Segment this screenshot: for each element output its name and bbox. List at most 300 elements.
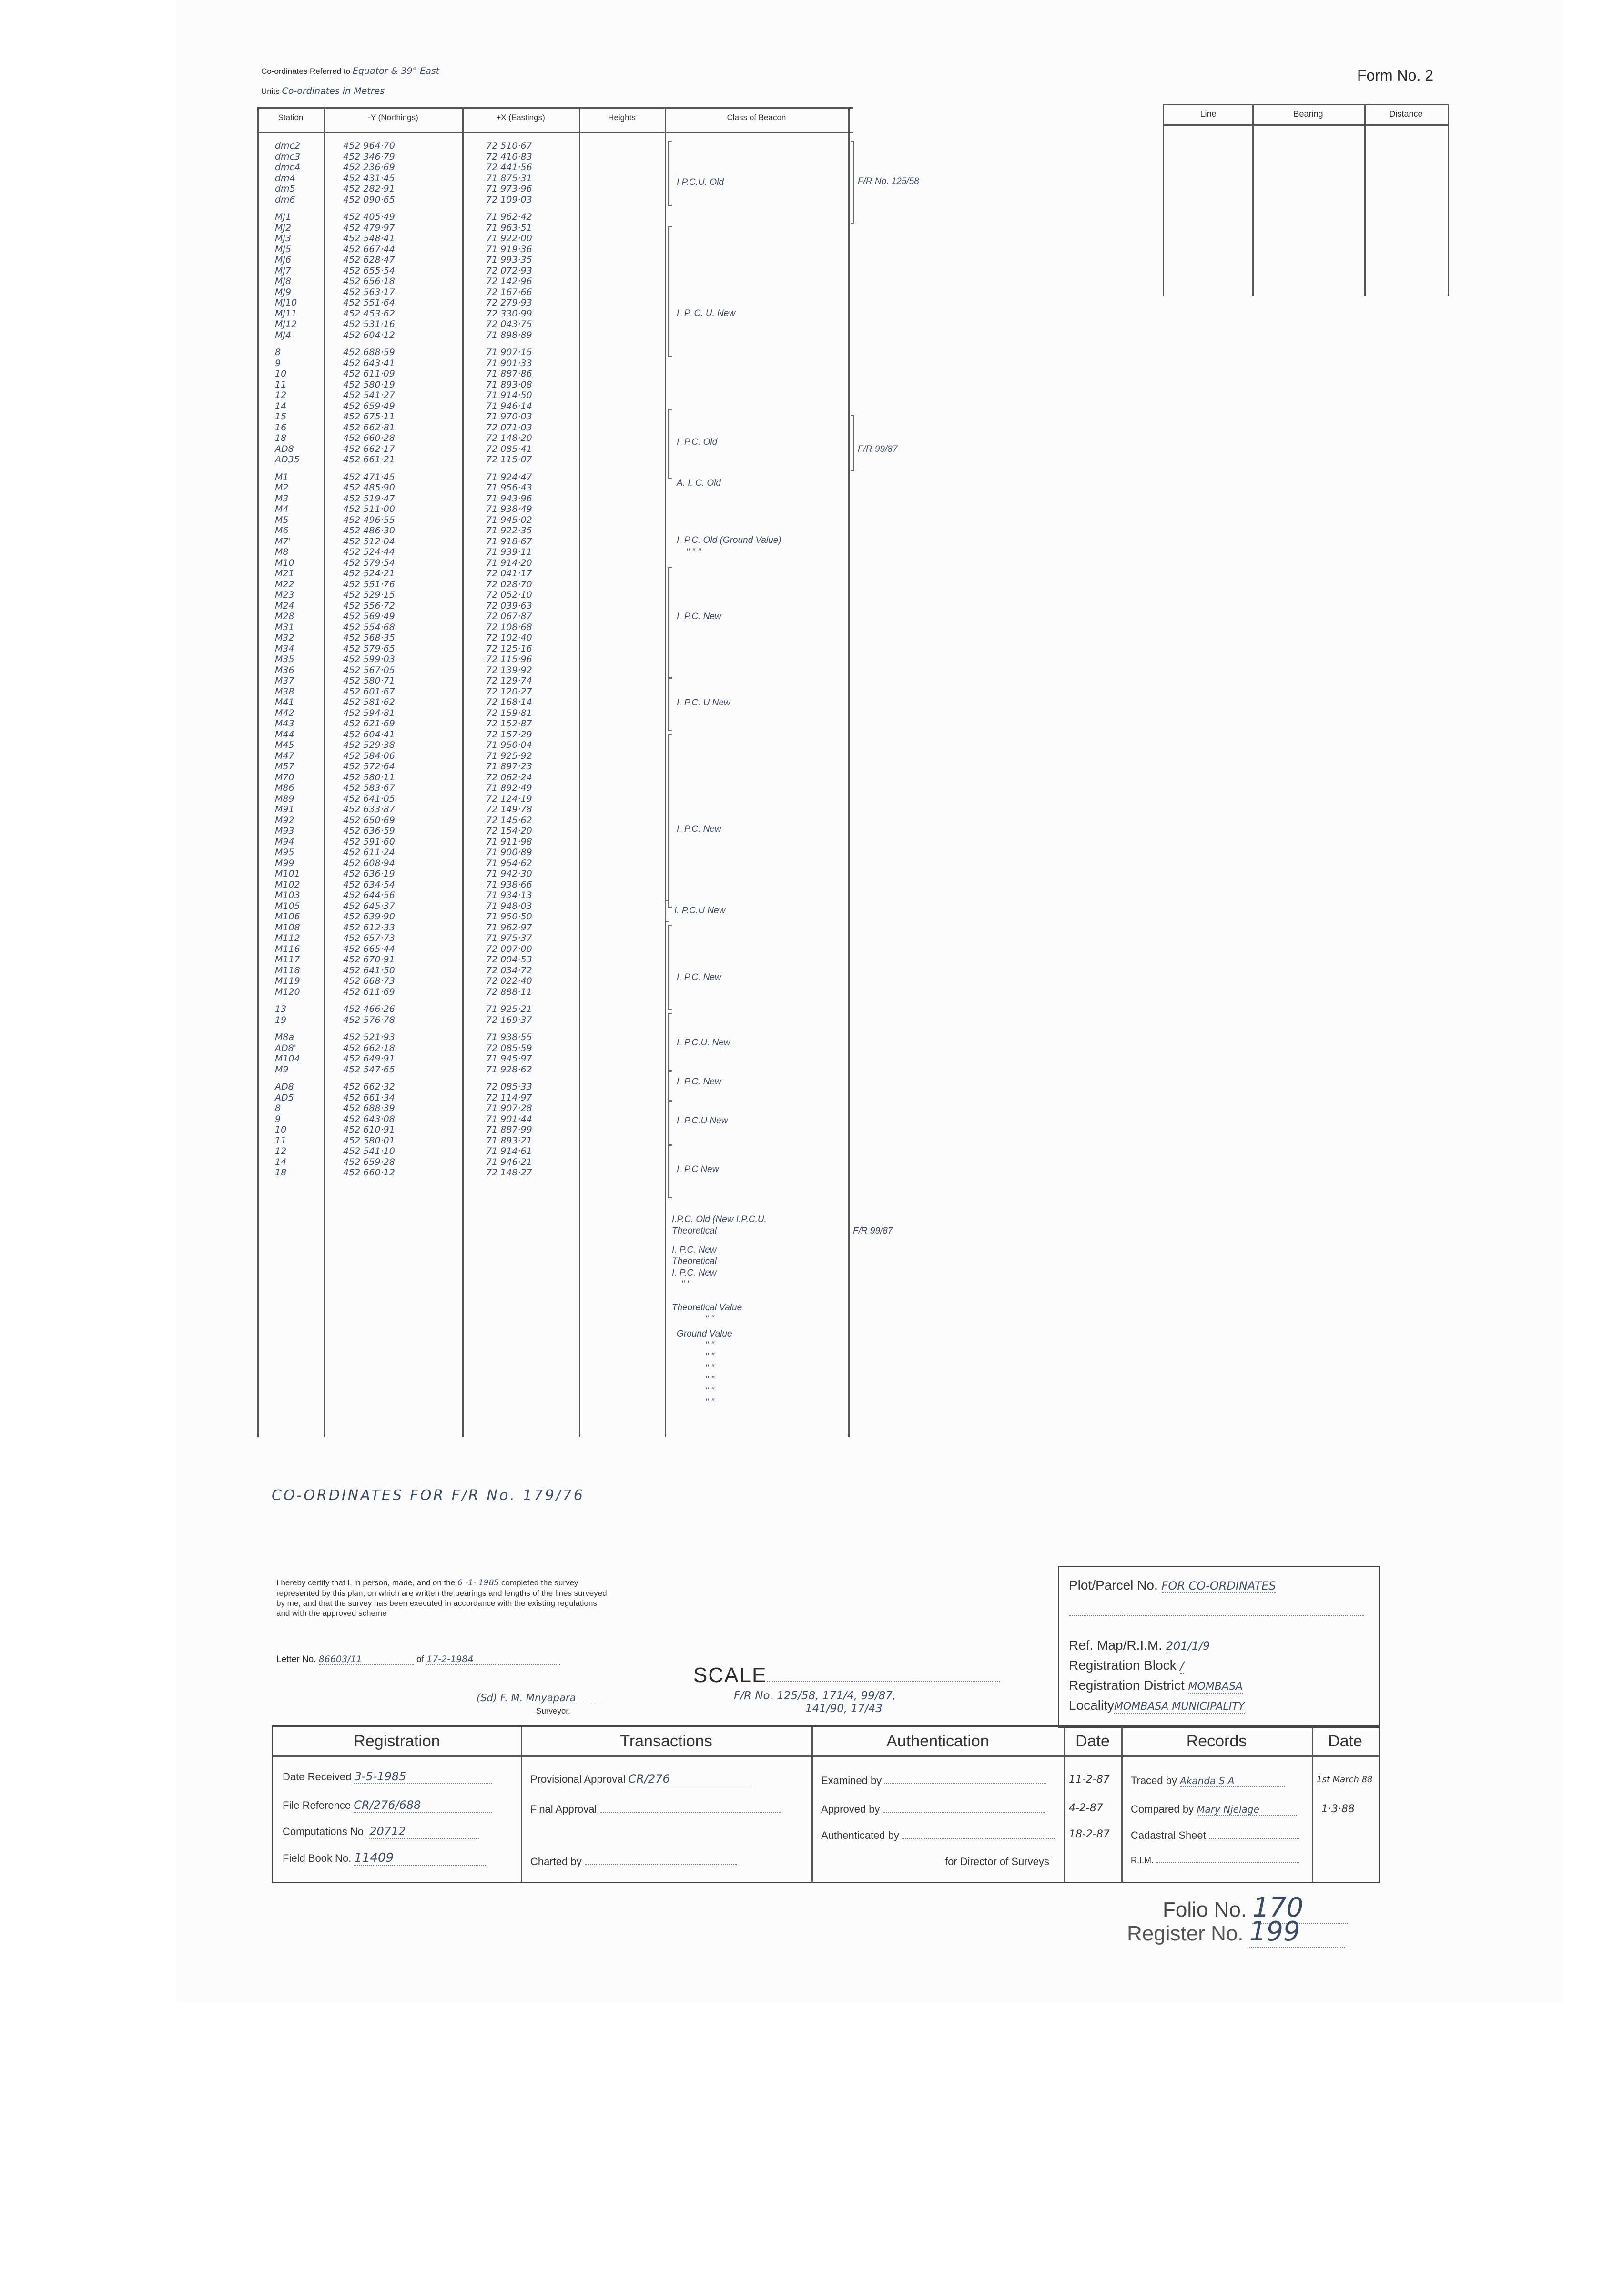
- surveyor-certificate: I hereby certify that I, in person, made, and on the 6 -1- 1985 completed the survey represented by this plan, on which are written the bearings and lengths of the lines surveyed by me, and that the survey has been executed in accordance with the existing regulations and with the approved scheme: [276, 1578, 607, 1618]
- easting-cell: 72 168·14: [486, 697, 532, 707]
- table-row: [257, 826, 853, 837]
- coordinate-table: [257, 107, 853, 1437]
- station-cell: MJ8: [275, 276, 292, 286]
- table-row: [257, 472, 853, 483]
- northing-cell: 452 644·56: [343, 890, 395, 900]
- beacon-note: A. I. C. Old: [677, 478, 721, 488]
- station-cell: M106: [275, 911, 300, 922]
- table-row: [257, 643, 853, 654]
- northing-cell: 452 688·39: [343, 1103, 395, 1113]
- easting-cell: 71 911·98: [486, 836, 532, 847]
- table-row: [257, 308, 853, 319]
- provisional-approval: Provisional Approval CR/276: [530, 1772, 752, 1786]
- northing-cell: 452 660·12: [343, 1167, 395, 1178]
- easting-cell: 71 919·36: [486, 244, 532, 255]
- beacon-note: F/R 99/87: [853, 1226, 893, 1236]
- station-cell: M9: [275, 1064, 289, 1075]
- northing-cell: 452 634·54: [343, 879, 395, 890]
- table-row: [257, 858, 853, 869]
- easting-cell: 71 925·21: [486, 1004, 532, 1014]
- easting-cell: 72 142·96: [486, 276, 532, 286]
- easting-cell: 72 102·40: [486, 633, 532, 643]
- station-cell: MJ1: [275, 212, 292, 222]
- table-row: [257, 868, 853, 879]
- easting-cell: 72 148·20: [486, 433, 532, 443]
- station-cell: M4: [275, 504, 289, 514]
- table-row: [257, 815, 853, 826]
- group-gap: [257, 340, 853, 347]
- scale-refs-2: 141/90, 17/43: [805, 1703, 883, 1715]
- beacon-note: " ": [681, 1279, 690, 1289]
- station-cell: 11: [275, 379, 287, 390]
- easting-cell: 71 963·51: [486, 222, 532, 233]
- examined-date: 11-2-87: [1069, 1774, 1110, 1786]
- northing-cell: 452 604·41: [343, 729, 395, 740]
- easting-cell: 71 922·00: [486, 233, 532, 244]
- northing-cell: 452 471·45: [343, 471, 395, 482]
- easting-cell: 72 034·72: [486, 965, 532, 976]
- easting-cell: 72 129·74: [486, 675, 532, 686]
- station-cell: AD8': [275, 1042, 296, 1053]
- easting-cell: 72 115·96: [486, 654, 532, 664]
- table-row: [257, 162, 853, 173]
- station-cell: M86: [275, 783, 294, 793]
- brace: [668, 677, 672, 731]
- hdr-registration: Registration: [354, 1732, 440, 1750]
- table-row: [257, 1114, 853, 1125]
- table-row: [257, 173, 853, 184]
- easting-cell: 72 072·93: [486, 265, 532, 276]
- northing-cell: 452 649·91: [343, 1053, 395, 1064]
- director-of-surveys: for Director of Surveys: [945, 1856, 1049, 1867]
- col-eastings: +X (Eastings): [496, 113, 545, 122]
- table-row: [257, 697, 853, 708]
- station-cell: 15: [275, 411, 287, 422]
- table-row: [257, 654, 853, 665]
- easting-cell: 71 942·30: [486, 868, 532, 879]
- northing-cell: 452 580·11: [343, 772, 395, 783]
- table-row: [257, 444, 853, 455]
- beacon-note: I. P.C. Old (Ground Value): [677, 535, 781, 545]
- station-cell: dmc3: [275, 151, 301, 162]
- table-row: [257, 761, 853, 772]
- northing-cell: 452 581·62: [343, 697, 395, 707]
- northing-cell: 452 659·49: [343, 400, 395, 411]
- table-row: [257, 922, 853, 933]
- easting-cell: 71 887·99: [486, 1124, 532, 1135]
- rim: R.I.M.: [1131, 1856, 1299, 1866]
- computations-no: Computations No. 20712: [283, 1825, 479, 1839]
- station-cell: 9: [275, 357, 281, 368]
- station-cell: M117: [275, 954, 300, 965]
- units: Units Co-ordinates in Metres: [261, 86, 385, 96]
- northing-cell: 452 524·44: [343, 547, 395, 557]
- northing-cell: 452 604·12: [343, 329, 395, 340]
- easting-cell: 72 157·29: [486, 729, 532, 740]
- charted-by: Charted by: [530, 1856, 737, 1868]
- easting-cell: 71 945·02: [486, 514, 532, 525]
- station-cell: 13: [275, 1004, 287, 1014]
- table-row: [257, 890, 853, 901]
- station-cell: M44: [275, 729, 294, 740]
- northing-cell: 452 583·67: [343, 783, 395, 793]
- easting-cell: 71 901·33: [486, 357, 532, 368]
- station-cell: M57: [275, 761, 294, 772]
- easting-cell: 71 914·50: [486, 390, 532, 400]
- beacon-note: I. P.C. New: [677, 1077, 721, 1087]
- easting-cell: 71 956·43: [486, 482, 532, 493]
- table-row: [257, 965, 853, 976]
- northing-cell: 452 670·91: [343, 954, 395, 965]
- beacon-note: " ": [705, 1363, 714, 1373]
- coord-reference: Co-ordinates Referred to Equator & 39° East: [261, 66, 440, 76]
- northing-cell: 452 594·81: [343, 707, 395, 718]
- station-cell: 16: [275, 422, 287, 433]
- northing-cell: 452 621·69: [343, 718, 395, 729]
- station-cell: MJ10: [275, 297, 297, 308]
- station-cell: M28: [275, 611, 294, 622]
- easting-cell: 72 120·27: [486, 686, 532, 697]
- station-cell: 10: [275, 1124, 287, 1135]
- easting-cell: 71 925·92: [486, 750, 532, 761]
- table-row: [257, 944, 853, 955]
- northing-cell: 452 580·19: [343, 379, 395, 390]
- station-cell: MJ12: [275, 319, 297, 329]
- station-cell: MJ6: [275, 255, 292, 265]
- northing-cell: 452 567·05: [343, 664, 395, 675]
- northing-cell: 452 643·08: [343, 1113, 395, 1124]
- easting-cell: 72 062·24: [486, 772, 532, 783]
- beacon-note: I. P. C. U. New: [677, 308, 736, 318]
- table-row: [257, 368, 853, 379]
- station-cell: M2: [275, 482, 289, 493]
- station-cell: AD8: [275, 1082, 294, 1092]
- station-cell: M45: [275, 740, 294, 750]
- brace: [668, 734, 672, 908]
- table-row: [257, 1092, 853, 1103]
- northing-cell: 452 529·15: [343, 590, 395, 600]
- easting-cell: 72 152·87: [486, 718, 532, 729]
- table-row: [257, 223, 853, 234]
- easting-cell: 72 004·53: [486, 954, 532, 965]
- table-row: [257, 184, 853, 194]
- station-cell: M21: [275, 568, 294, 579]
- table-row: [257, 525, 853, 536]
- station-cell: 12: [275, 1146, 287, 1156]
- brace: [668, 226, 672, 357]
- northing-cell: 452 551·76: [343, 579, 395, 590]
- col-line: Line: [1200, 109, 1217, 119]
- easting-cell: 72 330·99: [486, 308, 532, 319]
- table-row: [257, 493, 853, 504]
- northing-cell: 452 675·11: [343, 411, 395, 422]
- northing-cell: 452 531·16: [343, 319, 395, 329]
- easting-cell: 71 938·49: [486, 504, 532, 514]
- station-cell: M112: [275, 933, 300, 943]
- table-row: [257, 783, 853, 794]
- examined-by: Examined by: [821, 1775, 1046, 1787]
- group-gap: [257, 465, 853, 472]
- beacon-note: I.P.C.U. Old: [677, 177, 724, 187]
- station-cell: MJ2: [275, 222, 292, 233]
- station-cell: 11: [275, 1135, 287, 1146]
- northing-cell: 452 688·59: [343, 347, 395, 357]
- table-row: [257, 347, 853, 358]
- field-book-no: Field Book No. 11409: [283, 1851, 487, 1866]
- easting-cell: 71 945·97: [486, 1053, 532, 1064]
- register-no: Register No. 199: [1127, 1916, 1345, 1948]
- beacon-note: I. P.C.U. New: [677, 1038, 730, 1048]
- station-cell: M116: [275, 943, 300, 954]
- col-distance: Distance: [1389, 109, 1423, 119]
- northing-cell: 452 090·65: [343, 194, 395, 205]
- station-cell: M8a: [275, 1032, 294, 1042]
- easting-cell: 71 907·28: [486, 1103, 532, 1113]
- beacon-note: " ": [705, 1314, 714, 1324]
- easting-cell: 71 943·96: [486, 493, 532, 504]
- easting-cell: 72 114·97: [486, 1092, 532, 1103]
- northing-cell: 452 521·93: [343, 1032, 395, 1042]
- station-cell: M42: [275, 707, 294, 718]
- plot-parcel: Plot/Parcel No. FOR CO-ORDINATES: [1069, 1578, 1276, 1592]
- easting-cell: 71 901·44: [486, 1113, 532, 1124]
- easting-cell: 72 067·87: [486, 611, 532, 622]
- scale-label: SCALE: [693, 1663, 1000, 1687]
- easting-cell: 72 279·93: [486, 297, 532, 308]
- station-cell: M119: [275, 976, 300, 986]
- easting-cell: 71 918·67: [486, 536, 532, 547]
- locality: LocalityMOMBASA MUNICIPALITY: [1069, 1698, 1245, 1713]
- beacon-note: I. P.C. Old: [677, 437, 718, 447]
- northing-cell: 452 612·33: [343, 922, 395, 933]
- col-station: Station: [278, 113, 304, 122]
- station-cell: M22: [275, 579, 294, 590]
- easting-cell: 71 954·62: [486, 857, 532, 868]
- easting-cell: 72 085·33: [486, 1082, 532, 1092]
- easting-cell: 72 108·68: [486, 622, 532, 633]
- beacon-note: " " ": [686, 547, 701, 557]
- station-cell: M6: [275, 525, 289, 536]
- easting-cell: 72 441·56: [486, 162, 532, 173]
- table-row: [257, 390, 853, 401]
- table-row: [257, 611, 853, 622]
- compared-by: Compared by Mary Njelage: [1131, 1803, 1297, 1816]
- northing-cell: 452 519·47: [343, 493, 395, 504]
- plot-parcel-box: [1058, 1566, 1380, 1728]
- form-number: Form No. 2: [1357, 67, 1434, 84]
- station-cell: M36: [275, 664, 294, 675]
- northing-cell: 452 579·65: [343, 643, 395, 654]
- northing-cell: 452 547·65: [343, 1064, 395, 1075]
- table-row: [257, 879, 853, 890]
- col-heights: Heights: [608, 113, 636, 122]
- northing-cell: 452 580·01: [343, 1135, 395, 1146]
- table-row: [257, 740, 853, 751]
- beacon-note: " ": [705, 1352, 714, 1362]
- station-cell: M3: [275, 493, 289, 504]
- table-row: [257, 601, 853, 612]
- compared-date: 1·3·88: [1321, 1803, 1355, 1815]
- table-row: [257, 901, 853, 912]
- station-cell: M99: [275, 857, 294, 868]
- table-row: [257, 504, 853, 515]
- station-cell: MJ11: [275, 308, 297, 319]
- northing-cell: 452 656·18: [343, 276, 395, 286]
- northing-cell: 452 662·81: [343, 422, 395, 433]
- brace: [668, 1013, 672, 1072]
- table-row: [257, 568, 853, 579]
- table-row: [257, 319, 853, 330]
- easting-cell: 71 893·08: [486, 379, 532, 390]
- table-row: [257, 547, 853, 558]
- table-row: [257, 433, 853, 444]
- station-cell: AD5: [275, 1092, 294, 1103]
- easting-cell: 72 154·20: [486, 826, 532, 836]
- easting-cell: 72 039·63: [486, 600, 532, 611]
- station-cell: 18: [275, 433, 287, 443]
- northing-cell: 452 579·54: [343, 557, 395, 568]
- table-row: [257, 454, 853, 465]
- table-row: [257, 911, 853, 922]
- table-row: [257, 1157, 853, 1168]
- table-row: [257, 675, 853, 686]
- coordinate-rows: [257, 141, 853, 1178]
- easting-cell: 72 169·37: [486, 1014, 532, 1025]
- table-row: [257, 233, 853, 244]
- easting-cell: 71 892·49: [486, 783, 532, 793]
- brace: [851, 141, 854, 224]
- easting-cell: 71 900·89: [486, 847, 532, 857]
- easting-cell: 72 052·10: [486, 590, 532, 600]
- beacon-note: I. P.C.U New: [677, 1116, 728, 1126]
- table-row: [257, 330, 853, 341]
- northing-cell: 452 496·55: [343, 514, 395, 525]
- beacon-note: I. P.C. New: [677, 972, 721, 982]
- northing-cell: 452 591·60: [343, 836, 395, 847]
- easting-cell: 72 115·07: [486, 454, 532, 465]
- station-cell: MJ4: [275, 329, 292, 340]
- table-row: [257, 265, 853, 276]
- brace: [668, 1070, 672, 1101]
- station-cell: dm6: [275, 194, 295, 205]
- beacon-note: Theoretical Value: [672, 1303, 742, 1313]
- station-cell: 12: [275, 390, 287, 400]
- station-cell: 14: [275, 400, 287, 411]
- easting-cell: 72 167·66: [486, 286, 532, 297]
- approved-date: 4-2-87: [1069, 1802, 1103, 1814]
- table-row: [257, 847, 853, 858]
- table-row: [257, 244, 853, 255]
- table-row: [257, 772, 853, 783]
- station-cell: 14: [275, 1156, 287, 1167]
- plot-blank-line: [1069, 1602, 1364, 1616]
- group-gap: [257, 997, 853, 1004]
- table-row: [257, 933, 853, 944]
- station-cell: M120: [275, 986, 300, 997]
- hdr-authentication: Authentication: [886, 1732, 989, 1750]
- northing-cell: 452 485·90: [343, 482, 395, 493]
- authenticated-date: 18-2-87: [1069, 1828, 1110, 1840]
- northing-cell: 452 641·05: [343, 793, 395, 804]
- beacon-note: I. P.C. U New: [677, 698, 730, 708]
- northing-cell: 452 511·00: [343, 504, 395, 514]
- easting-cell: 71 898·89: [486, 329, 532, 340]
- line-bearing-distance-table: [1163, 104, 1449, 296]
- table-row: [257, 1082, 853, 1092]
- station-cell: M43: [275, 718, 294, 729]
- station-cell: M108: [275, 922, 300, 933]
- northing-cell: 452 405·49: [343, 212, 395, 222]
- station-cell: M41: [275, 697, 294, 707]
- brace: [668, 1144, 672, 1198]
- table-row: [257, 255, 853, 265]
- coordinates-caption: CO-ORDINATES FOR F/R No. 179/76: [272, 1487, 585, 1504]
- easting-cell: 72 041·17: [486, 568, 532, 579]
- file-reference: File Reference CR/276/688: [283, 1798, 492, 1813]
- easting-cell: 71 962·42: [486, 212, 532, 222]
- station-cell: MJ7: [275, 265, 292, 276]
- beacon-note: I. P.C. New: [672, 1245, 717, 1255]
- northing-cell: 452 645·37: [343, 900, 395, 911]
- northing-cell: 452 662·18: [343, 1042, 395, 1053]
- registration-district: Registration District MOMBASA: [1069, 1678, 1243, 1693]
- table-row: [257, 287, 853, 298]
- easting-cell: 71 924·47: [486, 471, 532, 482]
- beacon-note: F/R 99/87: [858, 444, 898, 454]
- easting-cell: 72 007·00: [486, 943, 532, 954]
- beacon-note: Theoretical: [672, 1256, 717, 1266]
- northing-cell: 452 633·87: [343, 804, 395, 815]
- station-cell: M1: [275, 471, 289, 482]
- easting-cell: 71 875·31: [486, 173, 532, 184]
- table-row: [257, 422, 853, 433]
- northing-cell: 452 554·68: [343, 622, 395, 633]
- easting-cell: 72 510·67: [486, 141, 532, 151]
- northing-cell: 452 453·62: [343, 308, 395, 319]
- station-cell: 19: [275, 1014, 287, 1025]
- station-cell: AD35: [275, 454, 300, 465]
- col-bearing: Bearing: [1293, 109, 1323, 119]
- northing-cell: 452 659·28: [343, 1156, 395, 1167]
- cadastral-sheet: Cadastral Sheet: [1131, 1829, 1299, 1842]
- station-cell: M70: [275, 772, 294, 783]
- table-row: [257, 751, 853, 762]
- table-row: [257, 804, 853, 815]
- station-cell: M89: [275, 793, 294, 804]
- ref-map: Ref. Map/R.I.M. 201/1/9: [1069, 1638, 1210, 1653]
- station-cell: M93: [275, 826, 294, 836]
- easting-cell: 71 914·20: [486, 557, 532, 568]
- station-cell: dmc4: [275, 162, 301, 173]
- northing-cell: 452 628·47: [343, 255, 395, 265]
- table-row: [257, 1124, 853, 1135]
- northing-cell: 452 662·17: [343, 443, 395, 454]
- northing-cell: 452 282·91: [343, 184, 395, 194]
- station-cell: M31: [275, 622, 294, 633]
- northing-cell: 452 541·27: [343, 390, 395, 400]
- northing-cell: 452 636·19: [343, 868, 395, 879]
- station-cell: M101: [275, 868, 300, 879]
- table-row: [257, 1167, 853, 1178]
- station-cell: M102: [275, 879, 300, 890]
- beacon-note: Ground Value: [677, 1329, 732, 1339]
- beacon-note: Theoretical: [672, 1226, 717, 1236]
- northing-cell: 452 599·03: [343, 654, 395, 664]
- northing-cell: 452 584·06: [343, 750, 395, 761]
- easting-cell: 71 938·55: [486, 1032, 532, 1042]
- table-row: [257, 622, 853, 633]
- station-cell: M32: [275, 633, 294, 643]
